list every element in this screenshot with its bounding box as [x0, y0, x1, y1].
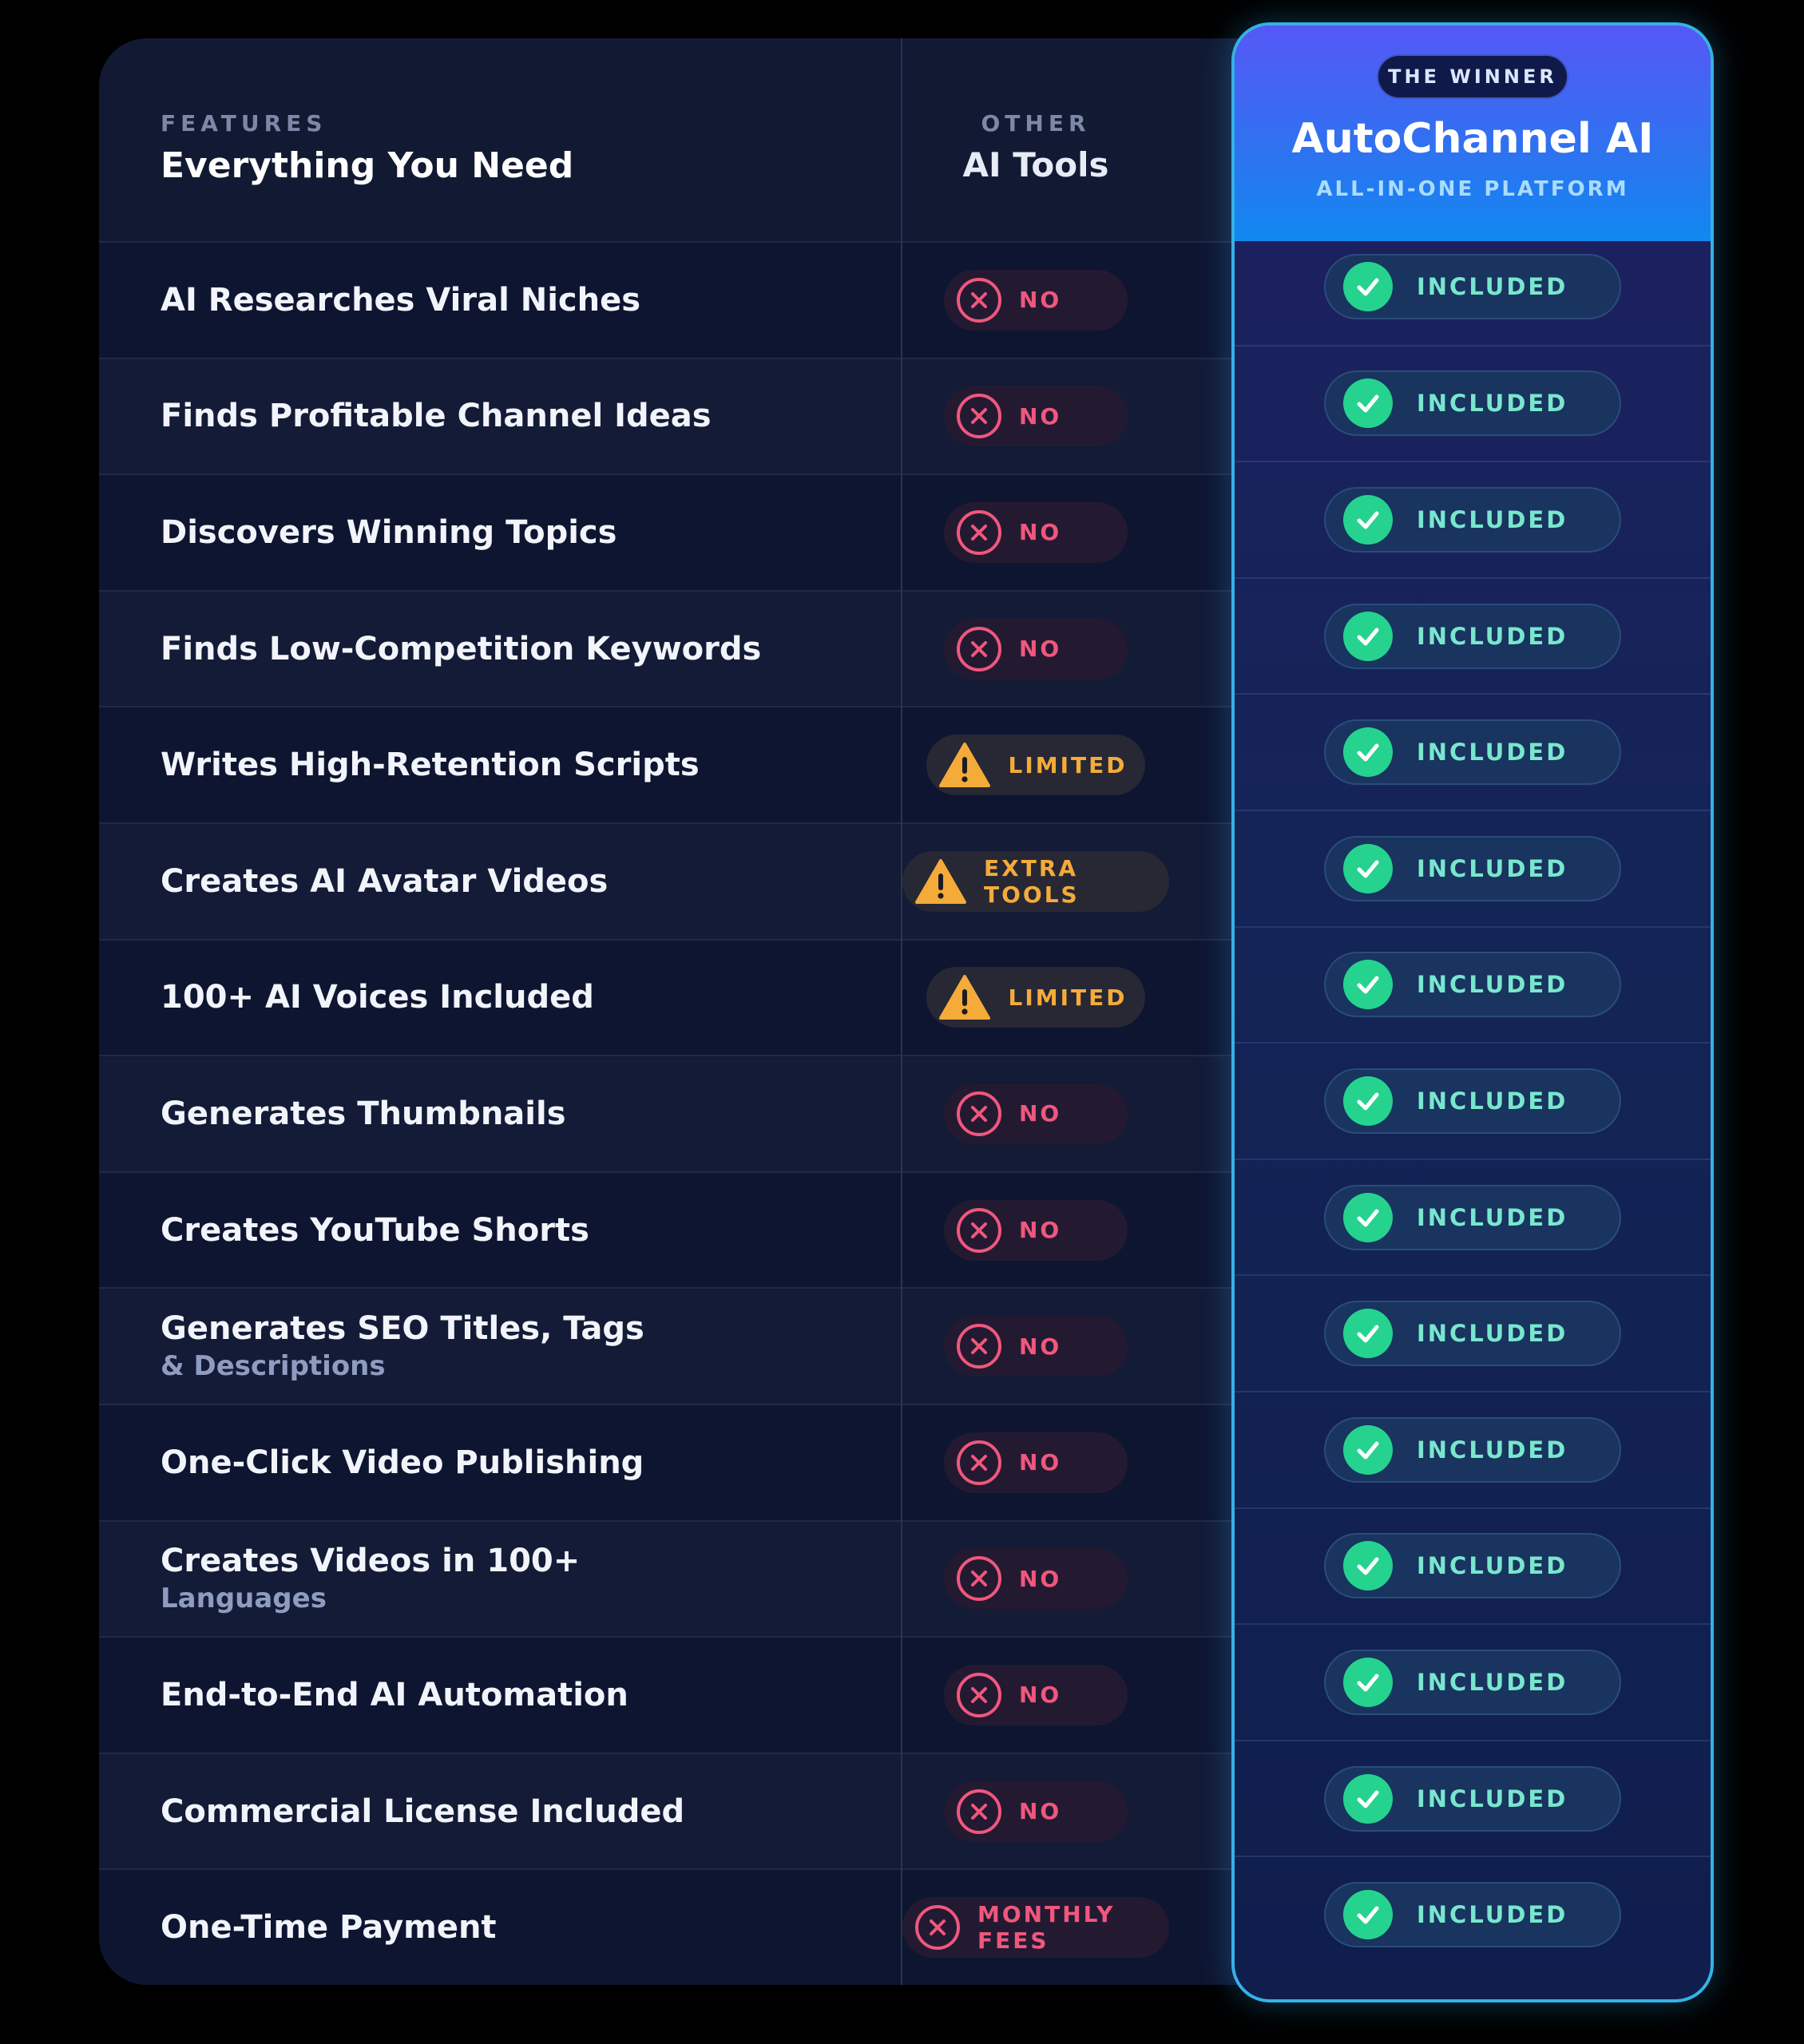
feature-cell	[161, 1405, 879, 1520]
winner-row	[1235, 810, 1711, 926]
other-tools-cell	[902, 824, 1169, 939]
feature-name: Commercial License Included	[161, 1792, 685, 1830]
feature-cell	[161, 1173, 879, 1288]
x-circle-icon	[957, 1673, 1001, 1717]
feature-cell	[161, 592, 879, 707]
included-badge	[1324, 254, 1621, 319]
winner-rows	[1235, 228, 1711, 1972]
winner-row	[1235, 1740, 1711, 1856]
winner-column	[1231, 22, 1714, 2002]
winner-row	[1235, 693, 1711, 810]
no-badge	[944, 1083, 1128, 1144]
check-circle-icon	[1343, 612, 1393, 661]
check-circle-icon	[1343, 1658, 1393, 1707]
check-circle-icon	[1343, 1541, 1393, 1590]
feature-cell	[161, 359, 879, 474]
feature-name: End-to-End AI Automation	[161, 1676, 628, 1713]
other-tools-cell	[902, 1289, 1169, 1404]
x-circle-icon	[957, 1789, 1001, 1834]
warning-badge	[926, 735, 1144, 795]
other-status-label: NO	[1019, 1565, 1062, 1592]
other-status-label: MONTHLY FEES	[977, 1901, 1116, 1955]
included-label: INCLUDED	[1417, 739, 1568, 766]
features-title: Everything You Need	[161, 145, 574, 186]
features-kicker: FEATURES	[161, 110, 327, 137]
x-circle-icon	[915, 1905, 960, 1950]
other-tools-cell	[902, 1870, 1169, 1985]
warning-icon	[939, 974, 990, 1020]
winner-row	[1235, 1159, 1711, 1275]
included-badge	[1324, 604, 1621, 669]
x-circle-icon	[957, 627, 1001, 671]
other-tools-cell	[902, 1405, 1169, 1520]
warning-badge	[902, 851, 1169, 912]
check-circle-icon	[1343, 262, 1393, 311]
included-label: INCLUDED	[1417, 1668, 1568, 1696]
other-status-label: NO	[1019, 1100, 1062, 1127]
feature-cell	[161, 824, 879, 939]
feature-name: Discovers Winning Topics	[161, 513, 617, 551]
included-label: INCLUDED	[1417, 1785, 1568, 1812]
included-label: INCLUDED	[1417, 1552, 1568, 1580]
other-status-label: EXTRA TOOLS	[984, 854, 1080, 908]
winner-row	[1235, 1042, 1711, 1159]
other-kicker: OTHER	[981, 110, 1091, 137]
other-tools-cell	[902, 243, 1169, 358]
check-circle-icon	[1343, 727, 1393, 777]
winner-row	[1235, 1623, 1711, 1740]
winner-row	[1235, 1856, 1711, 1972]
included-badge	[1324, 1533, 1621, 1598]
x-circle-icon	[957, 1091, 1001, 1136]
included-label: INCLUDED	[1417, 1087, 1568, 1115]
no-badge	[944, 1316, 1128, 1377]
column-divider	[901, 38, 902, 1985]
included-badge	[1324, 836, 1621, 901]
included-badge	[1324, 1417, 1621, 1483]
check-circle-icon	[1343, 1425, 1393, 1475]
other-tools-cell	[902, 1638, 1169, 1753]
included-label: INCLUDED	[1417, 505, 1568, 533]
included-label: INCLUDED	[1417, 971, 1568, 999]
no-badge	[944, 619, 1128, 679]
feature-cell	[161, 1056, 879, 1171]
other-tools-cell	[902, 1056, 1169, 1171]
included-label: INCLUDED	[1417, 1901, 1568, 1929]
other-tools-cell	[902, 1754, 1169, 1869]
winner-row	[1235, 1274, 1711, 1391]
feature-name: Creates AI Avatar Videos	[161, 862, 609, 900]
winner-header	[1235, 26, 1711, 241]
no-badge	[944, 1548, 1128, 1609]
no-badge	[944, 270, 1128, 331]
no-badge	[944, 1665, 1128, 1725]
check-circle-icon	[1343, 1774, 1393, 1824]
x-circle-icon	[957, 394, 1001, 438]
included-label: INCLUDED	[1417, 272, 1568, 300]
x-circle-icon	[957, 278, 1001, 323]
other-tools-cell	[902, 941, 1169, 1056]
feature-cell	[161, 1522, 879, 1637]
no-badge	[944, 502, 1128, 563]
no-badge	[944, 1432, 1128, 1493]
feature-name: Creates Videos in 100+	[161, 1543, 581, 1580]
feature-name: One-Click Video Publishing	[161, 1444, 644, 1481]
included-label: INCLUDED	[1417, 1203, 1568, 1231]
other-tools-cell	[902, 1173, 1169, 1288]
x-circle-icon	[957, 1440, 1001, 1485]
winner-row	[1235, 345, 1711, 461]
other-title: AI Tools	[962, 145, 1109, 184]
feature-name: 100+ AI Voices Included	[161, 979, 594, 1016]
check-circle-icon	[1343, 495, 1393, 545]
winner-row	[1235, 577, 1711, 694]
no-badge	[944, 1781, 1128, 1842]
included-badge	[1324, 1301, 1621, 1366]
feature-name: Generates SEO Titles, Tags	[161, 1310, 644, 1348]
included-label: INCLUDED	[1417, 622, 1568, 650]
winner-title: AutoChannel AI	[1291, 115, 1654, 163]
included-badge	[1324, 1068, 1621, 1134]
winner-row	[1235, 926, 1711, 1043]
check-circle-icon	[1343, 1193, 1393, 1242]
check-circle-icon	[1343, 1890, 1393, 1939]
x-circle-icon	[957, 1324, 1001, 1369]
included-badge	[1324, 370, 1621, 436]
other-status-label: NO	[1019, 287, 1062, 314]
other-status-label: NO	[1019, 636, 1062, 663]
warning-badge	[926, 967, 1144, 1028]
other-tools-cell	[902, 475, 1169, 590]
included-badge	[1324, 1650, 1621, 1715]
other-status-label: NO	[1019, 519, 1062, 546]
check-circle-icon	[1343, 960, 1393, 1009]
included-label: INCLUDED	[1417, 390, 1568, 418]
feature-cell	[161, 1754, 879, 1869]
winner-row	[1235, 461, 1711, 577]
check-circle-icon	[1343, 1076, 1393, 1126]
included-label: INCLUDED	[1417, 1436, 1568, 1464]
check-circle-icon	[1343, 1309, 1393, 1358]
feature-cell	[161, 707, 879, 822]
winner-badge: THE WINNER	[1377, 54, 1568, 99]
included-badge	[1324, 1185, 1621, 1250]
other-tools-cell	[902, 592, 1169, 707]
feature-name: AI Researches Viral Niches	[161, 281, 641, 319]
included-badge	[1324, 1766, 1621, 1832]
feature-subtext: Languages	[161, 1583, 327, 1615]
feature-name: Writes High-Retention Scripts	[161, 747, 700, 784]
other-status-label: NO	[1019, 1449, 1062, 1476]
winner-subtitle: ALL-IN-ONE PLATFORM	[1316, 177, 1629, 201]
feature-cell	[161, 243, 879, 358]
warning-icon	[939, 742, 990, 788]
feature-name: Generates Thumbnails	[161, 1095, 566, 1132]
x-circle-icon	[957, 1556, 1001, 1601]
included-label: INCLUDED	[1417, 1320, 1568, 1348]
feature-subtext: & Descriptions	[161, 1350, 386, 1383]
feature-cell	[161, 1638, 879, 1753]
no-badge	[944, 1200, 1128, 1261]
feature-name: Finds Low-Competition Keywords	[161, 630, 762, 667]
feature-name: Creates YouTube Shorts	[161, 1211, 589, 1249]
winner-row	[1235, 1507, 1711, 1624]
feature-name: Finds Profitable Channel Ideas	[161, 398, 712, 435]
other-tools-cell	[902, 707, 1169, 822]
other-status-label: NO	[1019, 402, 1062, 430]
other-status-label: NO	[1019, 1217, 1062, 1244]
feature-cell	[161, 941, 879, 1056]
check-circle-icon	[1343, 844, 1393, 893]
feature-cell	[161, 1289, 879, 1404]
other-status-label: NO	[1019, 1333, 1062, 1360]
x-circle-icon	[957, 1208, 1001, 1253]
included-badge	[1324, 1882, 1621, 1947]
other-status-label: NO	[1019, 1798, 1062, 1825]
winner-row	[1235, 1391, 1711, 1507]
check-circle-icon	[1343, 378, 1393, 428]
feature-cell	[161, 475, 879, 590]
no-badge	[902, 1897, 1169, 1958]
warning-icon	[915, 858, 966, 905]
other-status-label: LIMITED	[1008, 984, 1128, 1011]
feature-name: One-Time Payment	[161, 1909, 497, 1947]
included-label: INCLUDED	[1417, 854, 1568, 882]
feature-cell	[161, 1870, 879, 1985]
other-status-label: NO	[1019, 1682, 1062, 1709]
no-badge	[944, 386, 1128, 446]
other-status-label: LIMITED	[1008, 751, 1128, 778]
included-badge	[1324, 952, 1621, 1017]
included-badge	[1324, 487, 1621, 553]
x-circle-icon	[957, 510, 1001, 555]
winner-row	[1235, 228, 1711, 345]
included-badge	[1324, 719, 1621, 785]
other-tools-cell	[902, 359, 1169, 474]
other-tools-cell	[902, 1522, 1169, 1637]
